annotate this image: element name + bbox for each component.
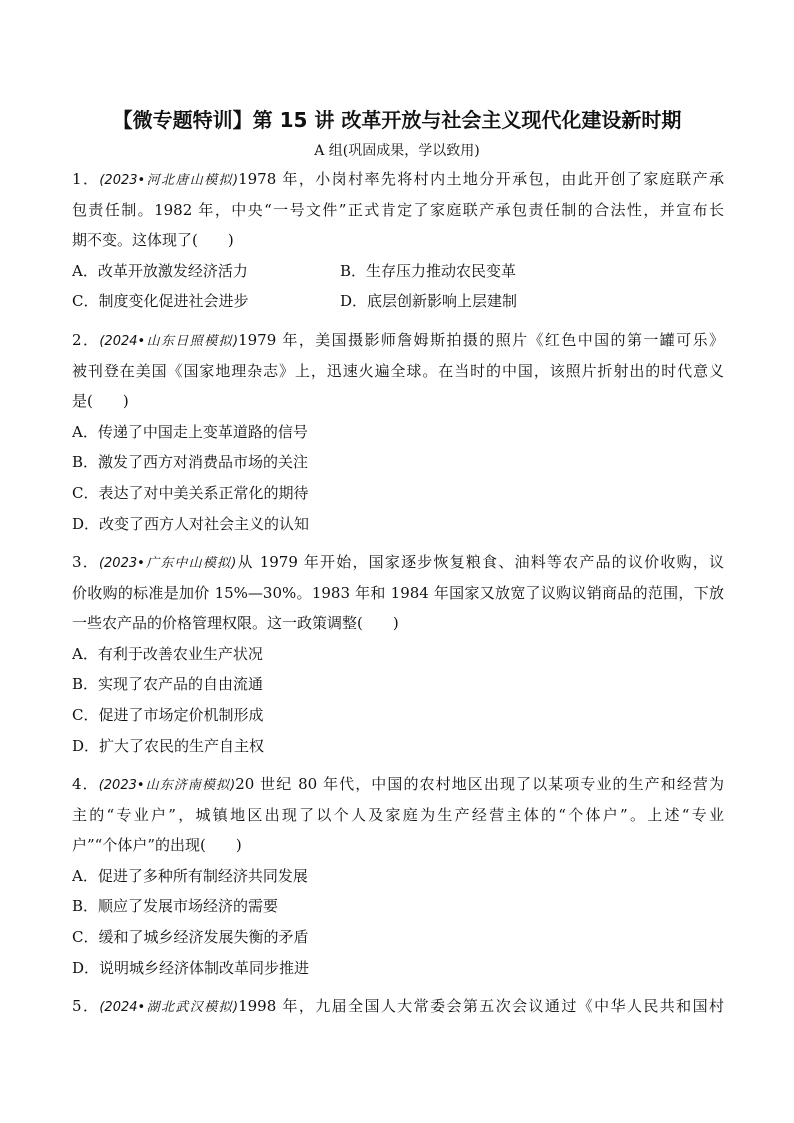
question-1-options-row-2: [72, 286, 724, 317]
question-2-line-1: 2．(2024•山东日照模拟)1979 年，美国摄影师詹姆斯拍摄的照片《红色中国的第一罐可乐》: [72, 331, 724, 349]
question-2-source: (2024•山东日照模拟): [99, 334, 239, 349]
option-b[interactable]: B．生存压力推动农民变革: [340, 261, 517, 280]
question-1-line-3: 期不变。这体现了( ): [72, 231, 234, 250]
question-5-source: (2024•湖北武汉模拟): [99, 1000, 239, 1015]
option-c[interactable]: C．表达了对中美关系正常化的期待: [72, 483, 309, 502]
question-1-options-row-1: [72, 256, 724, 287]
question-3: [72, 547, 724, 761]
question-5-line-1: 5．(2024•湖北武汉模拟)1998 年，九届全国人大常委会第五次会议通过《中华人民共和国村: [72, 997, 724, 1015]
question-3-line-3: 一些农产品的价格管理权限。这一政策调整( ): [72, 614, 399, 633]
question-1: [72, 164, 724, 317]
question-4: [72, 769, 724, 983]
option-a[interactable]: A．改革开放激发经济活力: [72, 261, 248, 280]
option-d[interactable]: D．底层创新影响上层建制: [340, 292, 518, 311]
question-4-source: (2023•山东济南模拟): [98, 778, 236, 793]
option-a[interactable]: A．传递了中国走上变革道路的信号: [72, 422, 308, 441]
option-a[interactable]: A．促进了多种所有制经济共同发展: [72, 866, 308, 885]
question-2-line-2: 被刊登在美国《国家地理杂志》上，迅速火遍全球。在当时的中国，该照片折射出的时代意义: [72, 361, 724, 380]
question-1-source: (2023•河北唐山模拟): [99, 173, 239, 188]
option-b[interactable]: B．顺应了发展市场经济的需要: [72, 897, 279, 916]
option-d[interactable]: D．改变了西方人对社会主义的认知: [72, 514, 310, 533]
question-1-line-2: 包责任制。1982 年，中央“一号文件”正式肯定了家庭联产承包责任制的合法性，并宣布长: [72, 200, 724, 219]
question-5: [72, 991, 724, 1022]
question-4-line-3: 户”“个体户”的出现( ): [72, 836, 242, 855]
question-4-line-1: 4．(2023•山东济南模拟)20 世纪 80 年代，中国的农村地区出现了以某项专业的生产和经营为: [72, 775, 724, 793]
section-subtitle: A 组(巩固成果，学以致用): [314, 143, 480, 159]
option-a[interactable]: A．有利于改善农业生产状况: [72, 644, 263, 663]
option-b[interactable]: B．激发了西方对消费品市场的关注: [72, 453, 309, 472]
option-c[interactable]: C．制度变化促进社会进步: [72, 292, 249, 311]
page-title: 【微专题特训】第 15 讲 改革开放与社会主义现代化建设新时期: [112, 108, 682, 132]
question-1-line-1: 1．(2023•河北唐山模拟)1978 年，小岗村率先将村内土地分开承包，由此开创了家庭联产承: [72, 170, 724, 188]
question-4-line-2: 主的“专业户”，城镇地区出现了以个人及家庭为生产经营主体的“个体户”。上述“专业: [72, 805, 724, 824]
option-d[interactable]: D．扩大了农民的生产自主权: [72, 736, 265, 755]
question-3-source: (2023•广东中山模拟): [98, 556, 237, 571]
option-c[interactable]: C．缓和了城乡经济发展失衡的矛盾: [72, 927, 309, 946]
option-b[interactable]: B．实现了农产品的自由流通: [72, 675, 264, 694]
question-2-line-3: 是( ): [72, 392, 129, 411]
option-c[interactable]: C．促进了市场定价机制形成: [72, 705, 264, 724]
question-3-line-2: 价收购的标准是加价 15%—30%。1983 年和 1984 年国家又放宽了议购议销商品的范围，下放: [72, 583, 724, 602]
question-3-line-1: 3．(2023•广东中山模拟)从 1979 年开始，国家逐步恢复粮食、油料等农产品的议价收购，议: [72, 553, 724, 571]
question-2: [72, 325, 724, 539]
option-d[interactable]: D．说明城乡经济体制改革同步推进: [72, 958, 310, 977]
